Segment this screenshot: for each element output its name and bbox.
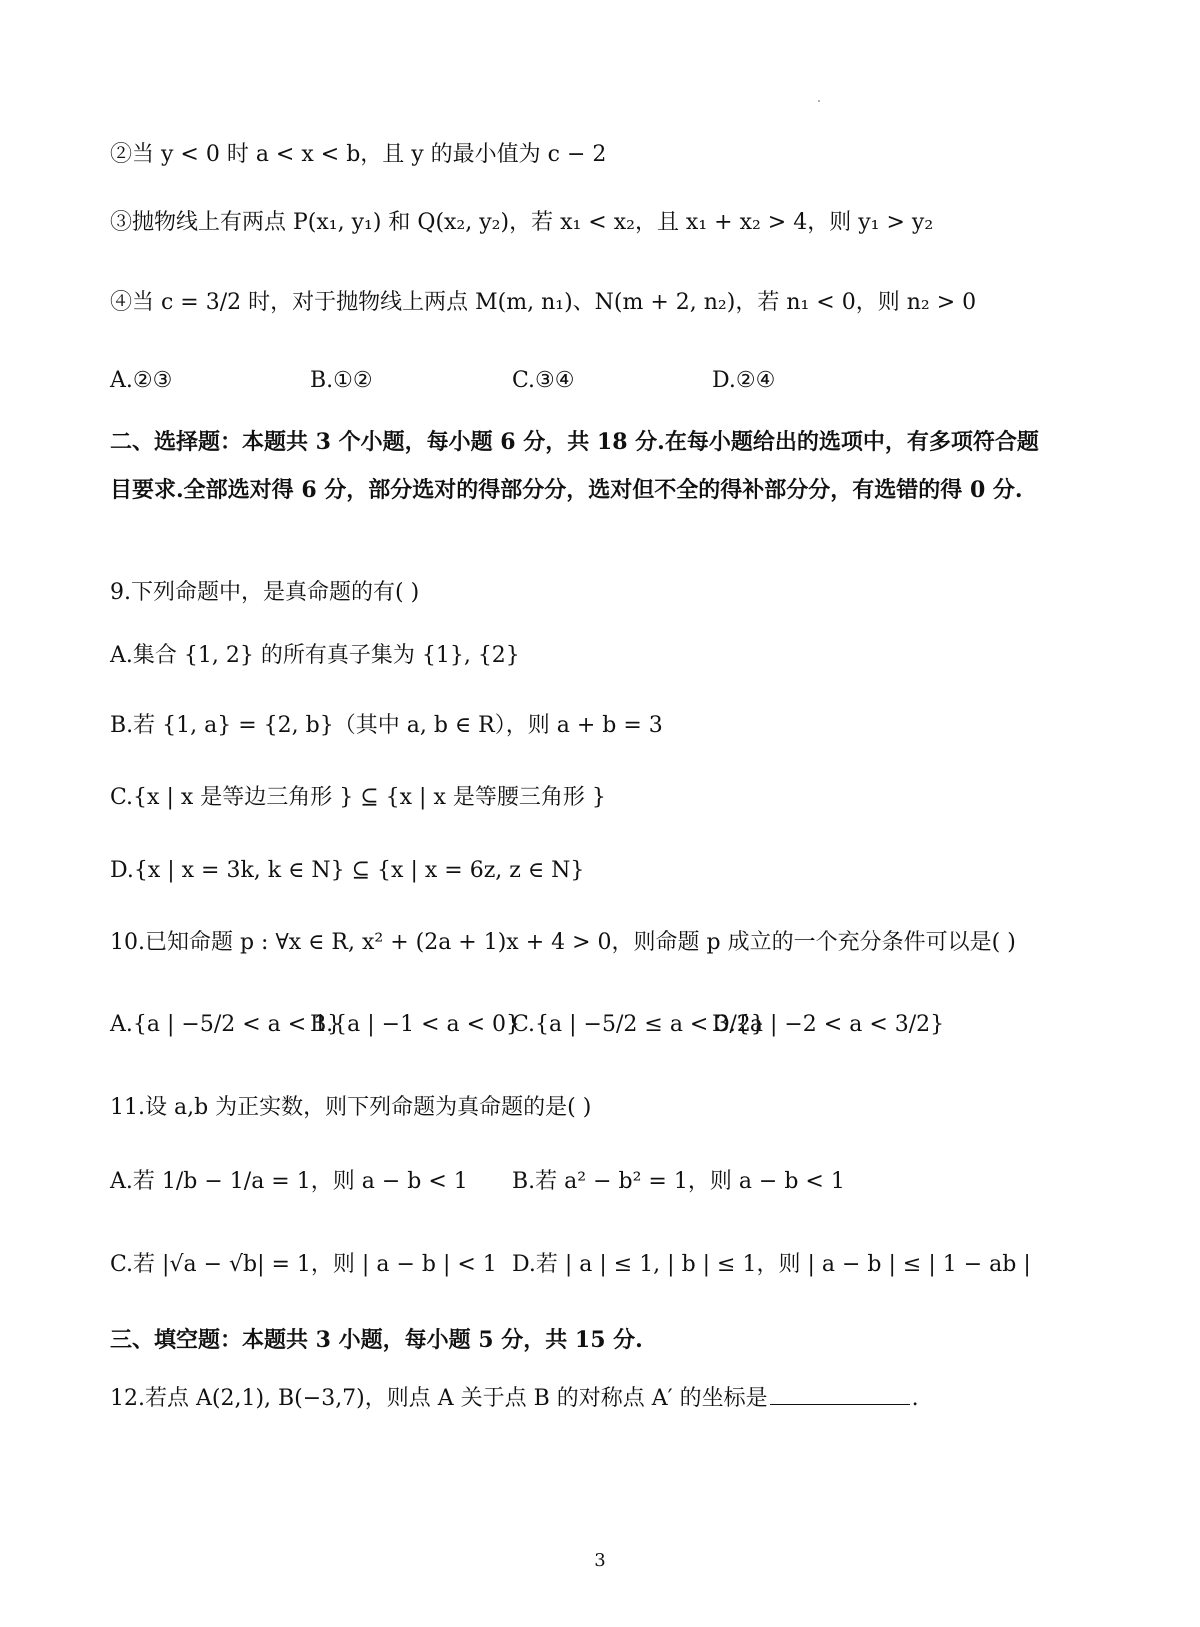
statement-3: ③抛物线上有两点 P(x₁, y₁) 和 Q(x₂, y₂)，若 x₁ < x₂，且 x₁ + x₂ > 4，则 y₁ > y₂ <box>110 210 934 235</box>
section-3-header: 三、填空题：本题共 3 小题，每小题 5 分，共 15 分. <box>110 1327 643 1353</box>
scan-speck <box>818 100 820 102</box>
q12-stem: 12.若点 A(2,1), B(−3,7)，则点 A 关于点 B 的对称点 A′ 的坐标是 <box>110 1386 768 1411</box>
q8-option-c: C.③④ <box>512 368 575 393</box>
q9-stem: 9.下列命题中，是真命题的有( ) <box>110 580 420 605</box>
answer-blank[interactable] <box>770 1384 910 1405</box>
q9-option-a: A.集合 {1, 2} 的所有真子集为 {1}, {2} <box>110 643 520 668</box>
q10-stem: 10.已知命题 p : ∀x ∈ R, x² + (2a + 1)x + 4 > 0，则命题 p 成立的一个充分条件可以是( ) <box>110 930 1016 955</box>
q8-option-a: A.②③ <box>110 368 173 393</box>
q10-option-c: C.{a | −5/2 ≤ a < 3/2} <box>512 1012 765 1037</box>
q10-option-a: A.{a | −5/2 < a < 1} <box>110 1012 342 1037</box>
q9-option-d: D.{x | x = 3k, k ∈ N} ⊆ {x | x = 6z, z ∈ N} <box>110 858 585 883</box>
q10-option-b: B.{a | −1 < a < 0} <box>310 1012 521 1037</box>
q11-option-a: A.若 1/b − 1/a = 1，则 a − b < 1 <box>110 1169 468 1194</box>
statement-4: ④当 c = 3/2 时，对于抛物线上两点 M(m, n₁)、N(m + 2, n₂)，若 n₁ < 0，则 n₂ > 0 <box>110 290 977 315</box>
statement-2: ②当 y < 0 时 a < x < b，且 y 的最小值为 c − 2 <box>110 142 607 167</box>
q12-end: . <box>911 1386 919 1411</box>
q11-option-b: B.若 a² − b² = 1，则 a − b < 1 <box>512 1169 845 1194</box>
q9-option-c: C.{x | x 是等边三角形 } ⊆ {x | x 是等腰三角形 } <box>110 785 606 810</box>
q9-option-b: B.若 {1, a} = {2, b}（其中 a, b ∈ R），则 a + b = 3 <box>110 713 663 738</box>
q11-option-d: D.若 | a | ≤ 1, | b | ≤ 1，则 | a − b | ≤ | 1 − ab | <box>512 1252 1031 1277</box>
q11-stem: 11.设 a,b 为正实数，则下列命题为真命题的是( ) <box>110 1095 592 1120</box>
q12-line <box>110 1384 1110 1414</box>
q10-option-d: D.{a | −2 < a < 3/2} <box>712 1012 945 1037</box>
section-2-header: 二、选择题：本题共 3 个小题，每小题 6 分，共 18 分.在每小题给出的选项中，有多项符合题目要求.全部选对得 6 分，部分选对的得部分分，选对但不全的得补部分分，有选错的得 0 分. <box>110 429 1039 503</box>
q8-option-b: B.①② <box>310 368 373 393</box>
page-number: 3 <box>594 1550 606 1571</box>
q8-option-d: D.②④ <box>712 368 776 393</box>
q11-option-c: C.若 |√a − √b| = 1，则 | a − b | < 1 <box>110 1252 497 1277</box>
